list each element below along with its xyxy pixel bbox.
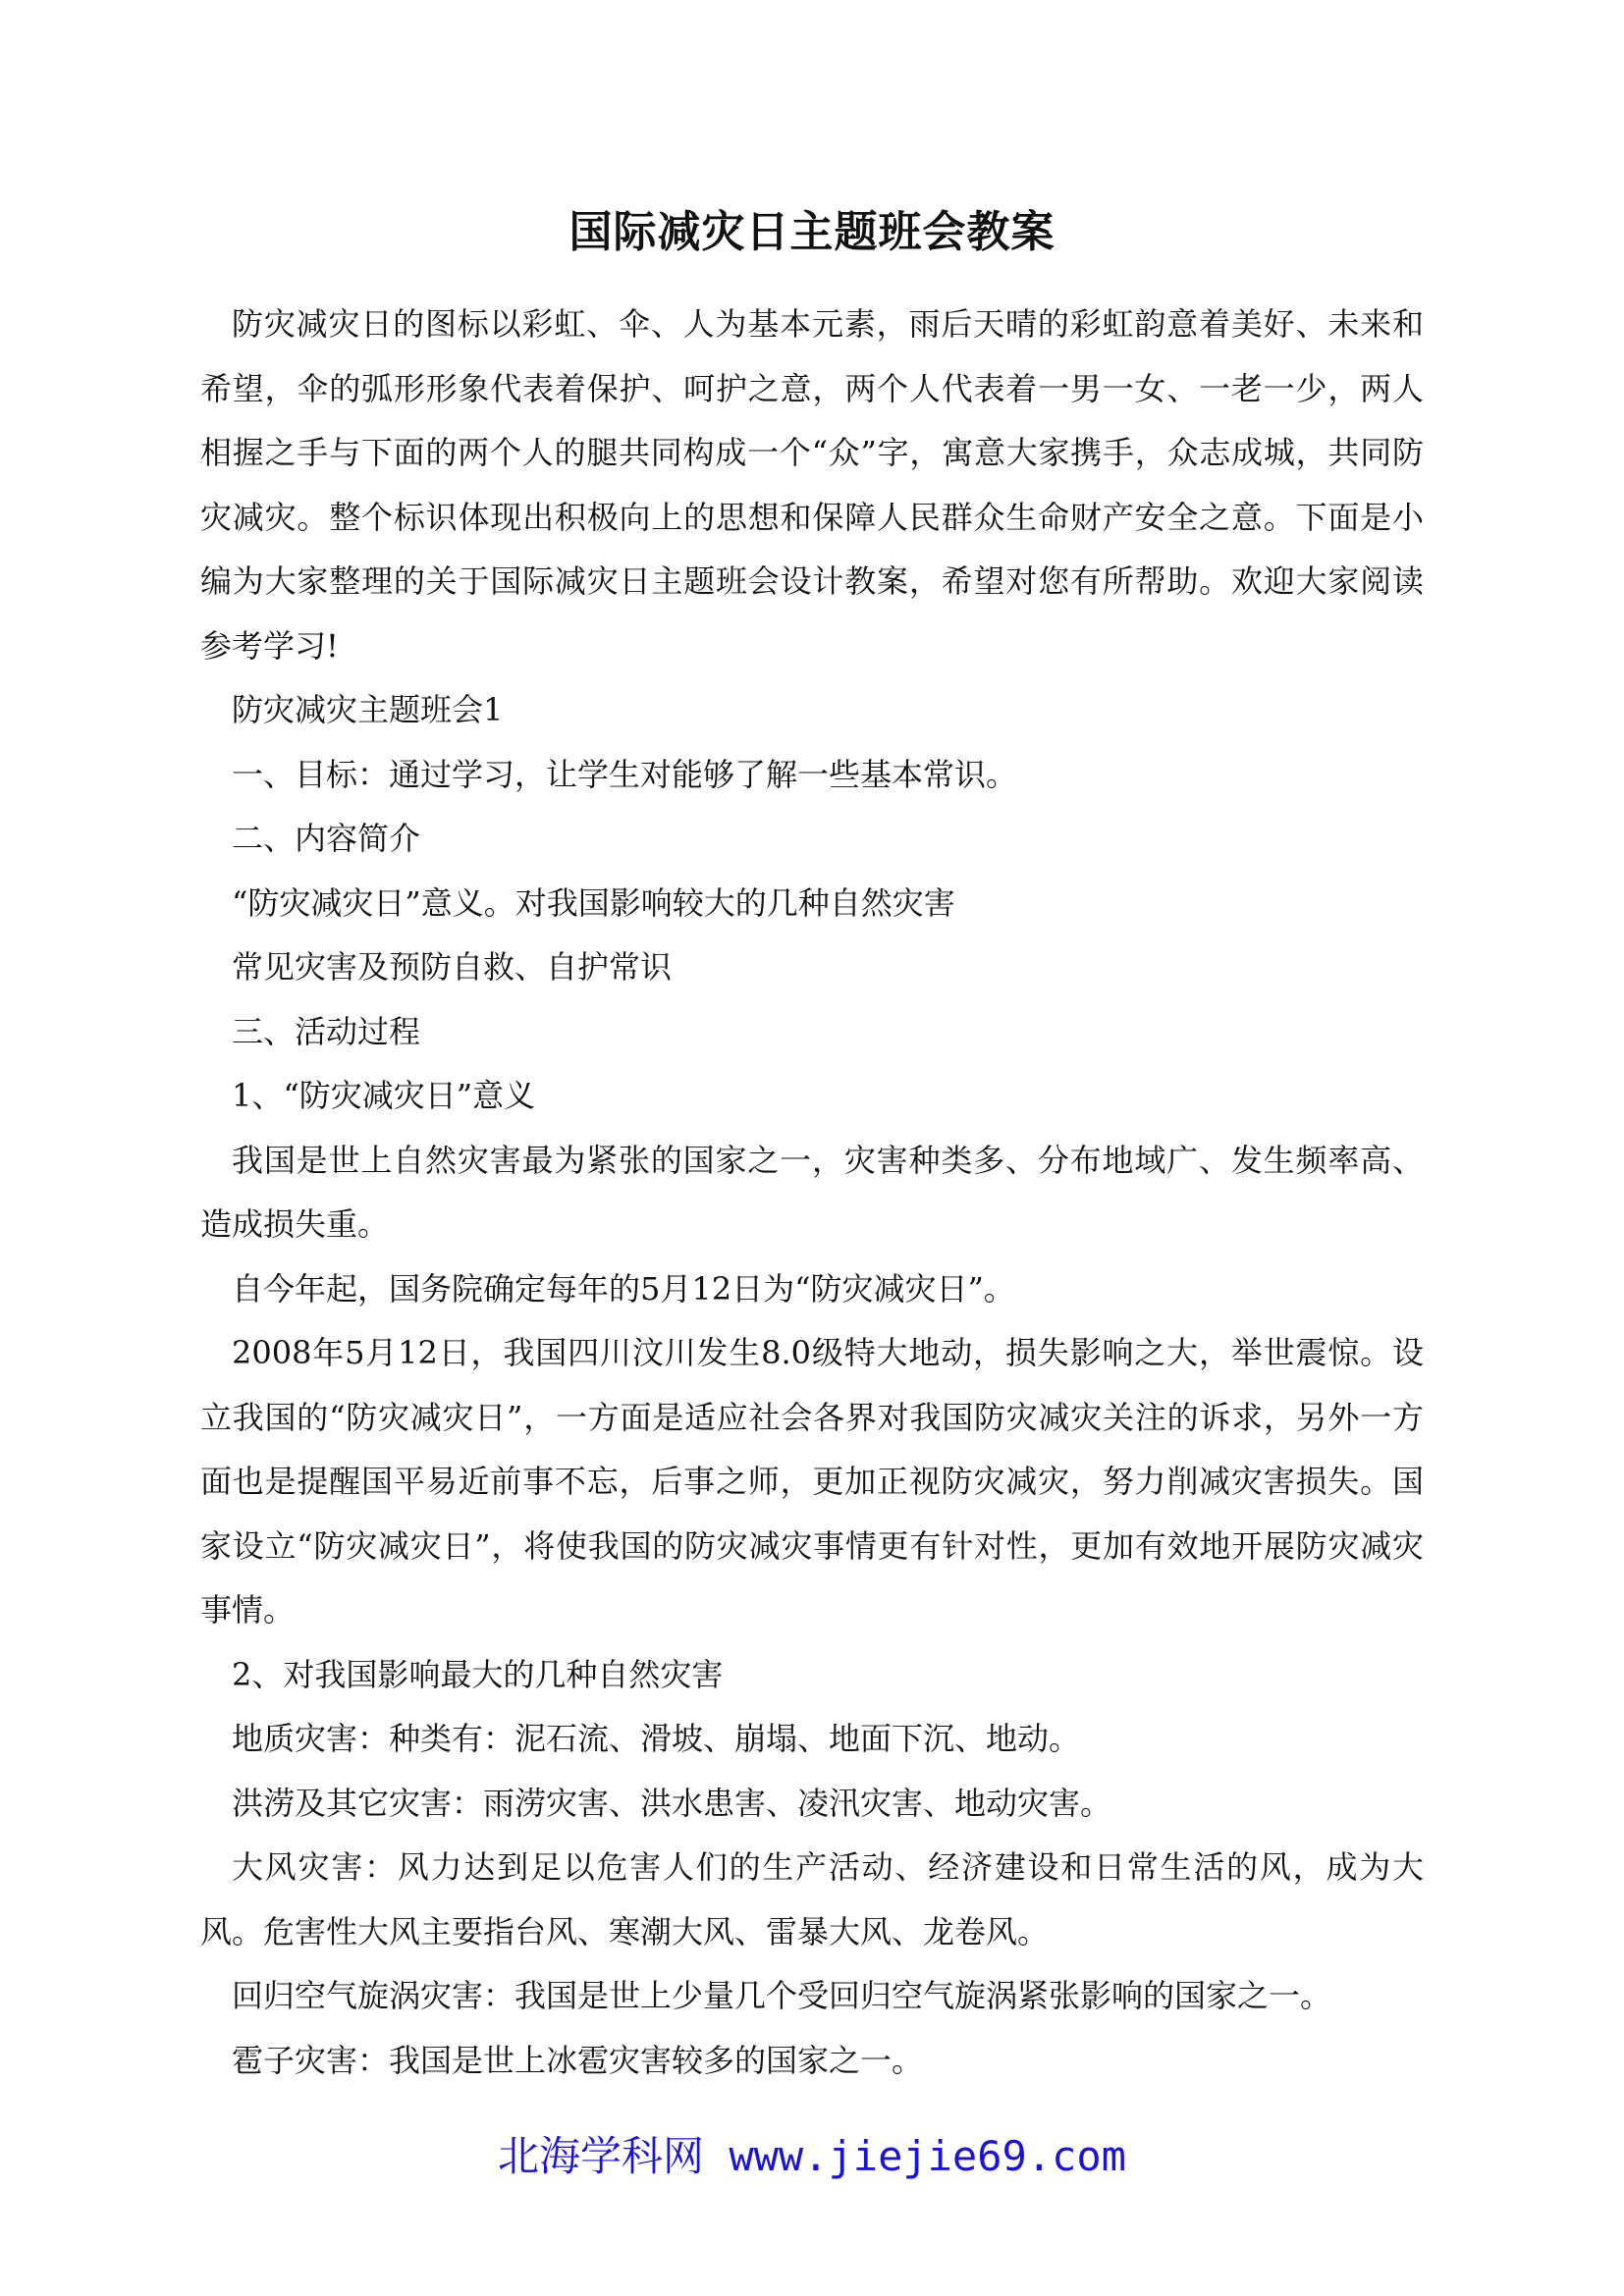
paragraph-geological: 地质灾害：种类有：泥石流、滑坡、崩塌、地面下沉、地动。 — [232, 1720, 1081, 1757]
footer-watermark — [0, 2124, 1624, 2183]
footer-url[interactable]: www.jiejie69.com — [729, 2132, 1126, 2180]
content-item-meaning: “防灾减灾日”意义。对我国影响较大的几种自然灾害 — [232, 883, 955, 922]
paragraph-wenchuan: 2008年5月12日，我国四川汶川发生8.0级特大地动，损失影响之大，举世震惊。设立我国的“防灾减灾日”，一方面是适应社会各界对我国防灾减灾关注的诉求，另外一方面也是提醒国平易近前事不忘，后事之师，更加正视防灾减灾，努力削减灾害损失。国家设立“防灾减灾日”，将使我国的防灾减灾事情更有针对性，更加有效地开展防灾减灾事情。 — [200, 1334, 1424, 1629]
section-heading-class-meeting-1: 防灾减灾主题班会1 — [232, 691, 504, 728]
paragraph-flood: 洪涝及其它灾害：雨涝灾害、洪水患害、凌汛灾害、地动灾害。 — [232, 1784, 1112, 1822]
paragraph-wind: 大风灾害：风力达到足以危害人们的生产活动、经济建设和日常生活的风，成为大风。危害性大风主要指台风、寒潮大风、雷暴大风、龙卷风。 — [200, 1848, 1424, 1950]
objective-line: 一、目标：通过学习，让学生对能够了解一些基本常识。 — [232, 755, 1018, 793]
paragraph-may-12: 自今年起，国务院确定每年的5月12日为“防灾减灾日”。 — [232, 1269, 1015, 1308]
activity-process-heading: 三、活动过程 — [232, 1012, 421, 1050]
page-title: 国际减灾日主题班会教案 — [568, 207, 1056, 257]
paragraph-cyclone: 回归空气旋涡灾害：我国是世上少量几个受回归空气旋涡紧张影响的国家之一。 — [232, 1977, 1332, 2014]
content-summary-heading: 二、内容简介 — [232, 820, 421, 857]
paragraph-hail: 雹子灾害：我国是世上冰雹灾害较多的国家之一。 — [232, 2041, 924, 2079]
footer-site-name[interactable]: 北海学科网 — [498, 2132, 705, 2180]
subheading-day-meaning: 1、“防灾减灾日”意义 — [232, 1077, 536, 1114]
document-body — [200, 293, 1424, 2093]
intro-paragraph: 防灾减灾日的图标以彩虹、伞、人为基本元素，雨后天晴的彩虹韵意着美好、未来和希望，伞的弧形形象代表着保护、呵护之意，两个人代表着一男一女、一老一少，两人相握之手与下面的两个人的腿共同构成一个“众”字，寓意大家携手，众志成城，共同防灾减灾。整个标识体现出积极向上的思想和保障人民群众生命财产安全之意。下面是小编为大家整理的关于国际减灾日主题班会设计教案，希望对您有所帮助。欢迎大家阅读参考学习! — [200, 305, 1424, 665]
subheading-major-disasters: 2、对我国影响最大的几种自然灾害 — [232, 1655, 724, 1693]
content-item-self-rescue: 常见灾害及预防自救、自护常识 — [232, 948, 673, 986]
paragraph-disaster-country: 我国是世上自然灾害最为紧张的国家之一，灾害种类多、分布地域广、发生频率高、造成损失重。 — [200, 1141, 1424, 1243]
